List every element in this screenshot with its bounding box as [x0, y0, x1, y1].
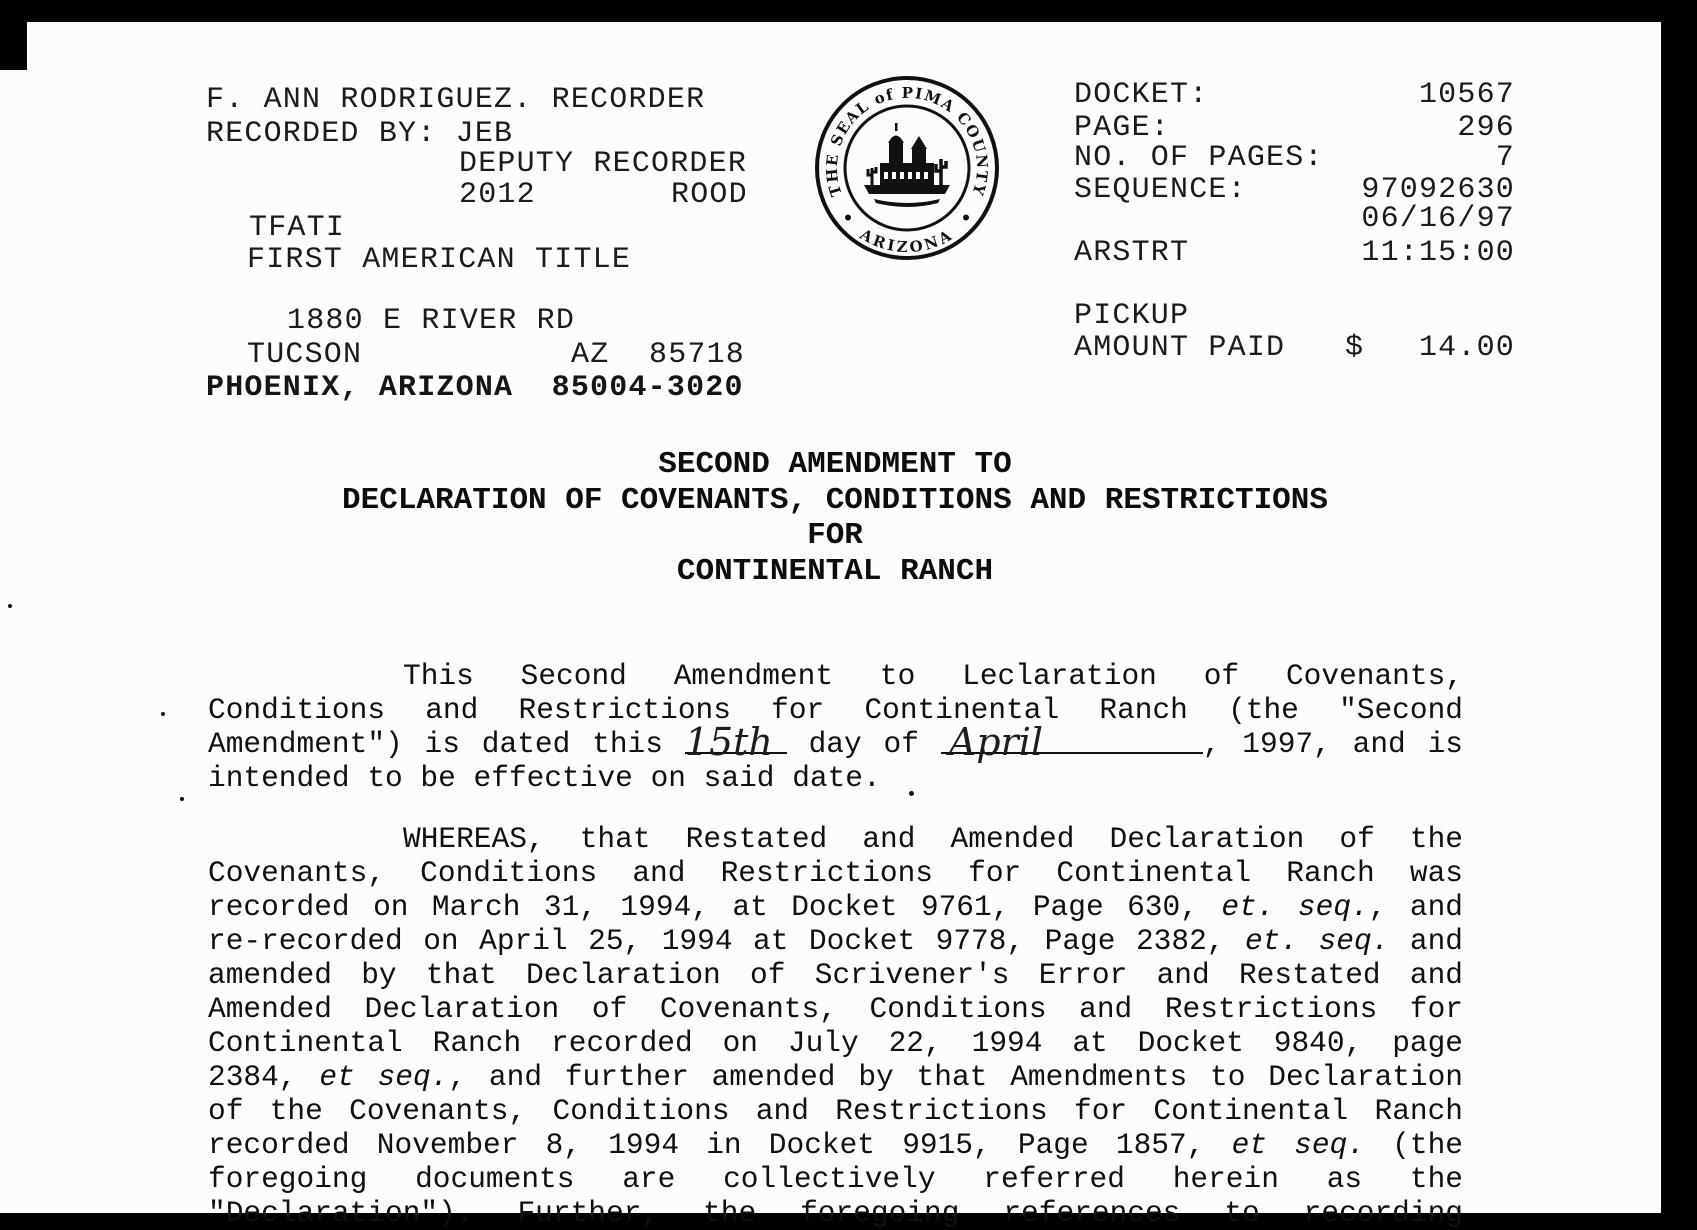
body-line	[208, 1196, 1463, 1230]
text-run: (the	[1365, 1128, 1463, 1162]
italic-citation: et seq.	[1231, 1128, 1365, 1162]
body-line	[208, 693, 1463, 727]
body-line	[208, 659, 1463, 693]
sequence-label: SEQUENCE:	[1074, 173, 1247, 207]
page-number: 296	[1457, 111, 1515, 145]
return-zip: 85718	[649, 338, 746, 372]
handwritten-entry: April	[941, 730, 1203, 754]
amount-paid-label: AMOUNT PAID	[1074, 331, 1286, 365]
return-street: 1880 E RIVER RD	[287, 304, 576, 338]
text-run: and	[1389, 924, 1463, 958]
text-run: recorded on March 31, 1994, at Docket 9761, Page 630,	[208, 890, 1222, 924]
text-run: intended to be effective on said date.	[208, 761, 881, 795]
text-run: , and further amended by that Amendments to Declaration	[448, 1060, 1463, 1094]
document-type: ARSTRT	[1074, 236, 1190, 270]
body-line	[208, 992, 1463, 1026]
title-line: CONTINENTAL RANCH	[676, 553, 994, 589]
recording-date: 06/16/97	[1361, 202, 1515, 236]
text-run: recorded November 8, 1994 in Docket 9915, Page 1857,	[208, 1128, 1232, 1162]
deputy-title: DEPUTY RECORDER	[459, 147, 748, 181]
text-run: Amendment") is dated this	[208, 727, 685, 761]
return-code: TFATI	[249, 211, 346, 245]
italic-citation: et. seq.	[1221, 890, 1369, 924]
scan-speck	[8, 604, 12, 608]
body-paragraph	[208, 659, 1463, 795]
text-run: , and	[1368, 890, 1464, 924]
docket-label: DOCKET:	[1074, 78, 1209, 112]
covered-address-text: PHOENIX, ARIZONA 85004-3020	[206, 371, 744, 405]
pickup-label: PICKUP	[1074, 299, 1190, 333]
recorded-by: RECORDED BY: JEB	[206, 117, 514, 151]
body-line	[208, 822, 1463, 856]
text-run: Amended Declaration of Covenants, Conditions and Restrictions for	[208, 992, 1463, 1026]
italic-citation: et. seq.	[1244, 924, 1390, 958]
seal-bottom-text: ARIZONA	[857, 225, 957, 257]
courthouse-emblem	[864, 123, 950, 207]
scan-speck	[161, 712, 165, 716]
body-line	[208, 1162, 1463, 1196]
text-run: Continental Ranch recorded on July 22, 1994 at Docket 9840, page	[208, 1026, 1463, 1060]
italic-citation: et seq.	[319, 1060, 449, 1094]
return-city: TUCSON	[247, 338, 363, 372]
text-run: re-recorded on April 25, 1994 at Docket 9778, Page 2382,	[208, 924, 1245, 958]
currency-symbol: $	[1345, 331, 1365, 365]
scan-speck	[180, 797, 184, 801]
scan-border	[0, 0, 27, 70]
seal-separator-dot	[963, 215, 969, 221]
docket-number: 10567	[1418, 78, 1515, 112]
body-line	[208, 1094, 1463, 1128]
text-run: This Second Amendment to Leclaration of Covenants,	[403, 659, 1463, 693]
title-line: FOR	[807, 518, 863, 553]
text-run: 2384,	[208, 1060, 320, 1094]
title-line: DECLARATION OF COVENANTS, CONDITIONS AND RESTRICTIONS	[342, 482, 1328, 518]
text-run: foregoing documents are collectively referred herein as the	[208, 1162, 1463, 1196]
text-run: "Declaration"). Further, the foregoing references to recording	[208, 1196, 1463, 1230]
return-company: FIRST AMERICAN TITLE	[247, 243, 632, 277]
covered-address-line	[206, 371, 766, 405]
return-state: AZ	[571, 338, 610, 372]
seal-top-text: THE SEAL of PIMA COUNTY	[822, 83, 992, 199]
body-line	[208, 890, 1463, 924]
title-line: SECOND AMENDMENT TO	[658, 447, 1012, 482]
body-line	[208, 1128, 1463, 1162]
body-line	[208, 924, 1463, 958]
pima-county-seal	[812, 73, 1002, 263]
text-run: , 1997, and is	[1202, 727, 1463, 761]
seal-separator-dot	[845, 215, 851, 221]
text-run: Covenants, Conditions and Restrictions for Continental Ranch was	[208, 856, 1463, 890]
amount-paid: 14.00	[1418, 331, 1515, 365]
deputy-name: ROOD	[671, 178, 748, 212]
handwritten-entry: 15th	[685, 730, 787, 754]
page-count-label: NO. OF PAGES:	[1074, 141, 1324, 175]
body-line	[208, 720, 1463, 764]
text-run: day of	[786, 727, 941, 761]
document-title	[335, 447, 1335, 589]
deputy-number: 2012	[459, 178, 536, 212]
text-run: Conditions and Restrictions for Continental Ranch (the "Second	[208, 693, 1463, 727]
sequence-number: 97092630	[1361, 173, 1515, 207]
page-count: 7	[1495, 141, 1515, 175]
text-run: of the Covenants, Conditions and Restrictions for Continental Ranch	[208, 1094, 1463, 1128]
text-run: WHEREAS, that Restated and Amended Declaration of the	[403, 822, 1463, 856]
text-run: amended by that Declaration of Scrivener's Error and Restated and	[208, 958, 1463, 992]
body-line	[208, 1026, 1463, 1060]
body-line	[208, 1060, 1463, 1094]
body-line	[208, 761, 1463, 795]
recording-time: 11:15:00	[1361, 236, 1515, 270]
body-line	[208, 958, 1463, 992]
body-paragraph	[208, 822, 1464, 1230]
page-label: PAGE:	[1074, 111, 1171, 145]
county-recorder: F. ANN RODRIGUEZ. RECORDER	[206, 83, 706, 117]
body-line	[208, 856, 1463, 890]
scan-speck	[909, 791, 914, 796]
